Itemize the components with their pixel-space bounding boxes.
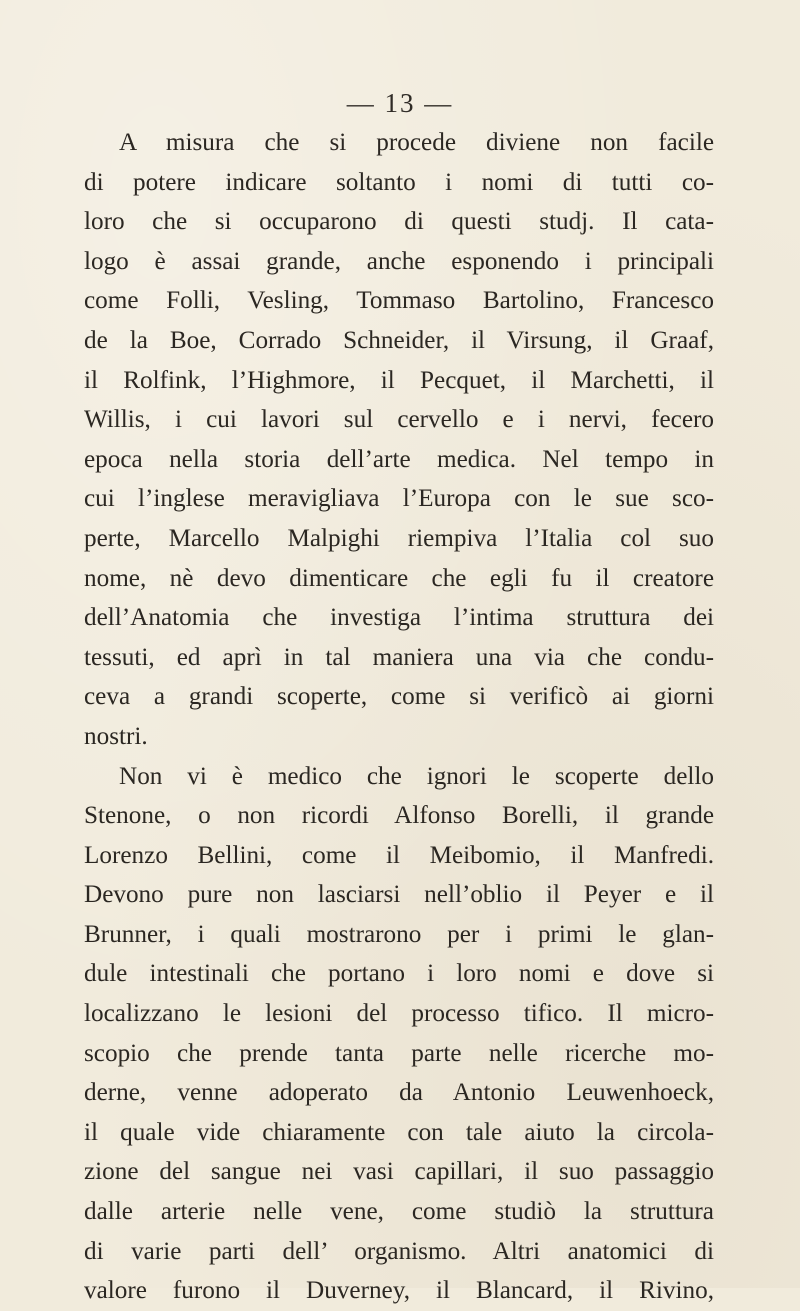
text-line: di varie parti dell’ organismo. Altri anatomici di (84, 1237, 714, 1265)
text-line: dule intestinali che portano i loro nomi e dove si (84, 960, 714, 988)
text-line: tessuti, ed aprì in tal maniera una via che condu- (84, 643, 714, 671)
text-line: dell’Anatomia che investiga l’intima struttura dei (84, 604, 714, 632)
text-line: dalle arterie nelle vene, come studiò la struttura (84, 1198, 714, 1226)
text-line: zione del sangue nei vasi capillari, il suo passaggio (84, 1158, 714, 1186)
text-line: loro che si occuparono di questi studj. Il cata- (84, 208, 714, 236)
text-line: nome, nè devo dimenticare che egli fu il creatore (84, 564, 714, 592)
text-line: de la Boe, Corrado Schneider, il Virsung, il Graaf, (84, 326, 714, 354)
text-line: logo è assai grande, anche esponendo i principali (84, 247, 714, 275)
text-line: scopio che prende tanta parte nelle ricerche mo- (84, 1039, 714, 1067)
text-line: ceva a grandi scoperte, come si verificò ai giorni (84, 683, 714, 711)
text-line: di potere indicare soltanto i nomi di tutti co- (84, 168, 714, 196)
body-text (84, 123, 714, 1311)
text-line: Non vi è medico che ignori le scoperte dello (119, 762, 714, 790)
text-line: come Folli, Vesling, Tommaso Bartolino, Francesco (84, 287, 714, 315)
text-line: valore furono il Duverney, il Blancard, il Rivino, (84, 1277, 714, 1305)
text-line: il quale vide chiaramente con tale aiuto la circola- (84, 1118, 714, 1146)
text-line: cui l’inglese meravigliava l’Europa con le sue sco- (84, 485, 714, 513)
text-line: Devono pure non lasciarsi nell’oblio il Peyer e il (84, 881, 714, 909)
text-line: localizzano le lesioni del processo tifico. Il micro- (84, 1000, 714, 1028)
text-line: epoca nella storia dell’arte medica. Nel tempo in (84, 445, 714, 473)
text-line: Brunner, i quali mostrarono per i primi le glan- (84, 920, 714, 948)
text-line: perte, Marcello Malpighi riempiva l’Italia col suo (84, 524, 714, 552)
text-line: Lorenzo Bellini, come il Meibomio, il Manfredi. (84, 841, 714, 869)
page-number: — 13 — (346, 88, 454, 118)
text-line: Willis, i cui lavori sul cervello e i nervi, fecero (84, 406, 714, 434)
text-line: derne, venne adoperato da Antonio Leuwenhoeck, (84, 1079, 714, 1107)
text-line: Stenone, o non ricordi Alfonso Borelli, il grande (84, 802, 714, 830)
text-line: A misura che si procede diviene non facile (119, 129, 714, 156)
text-line: nostri. (84, 722, 148, 750)
text-line: il Rolfink, l’Highmore, il Pecquet, il Marchetti, il (84, 366, 714, 394)
